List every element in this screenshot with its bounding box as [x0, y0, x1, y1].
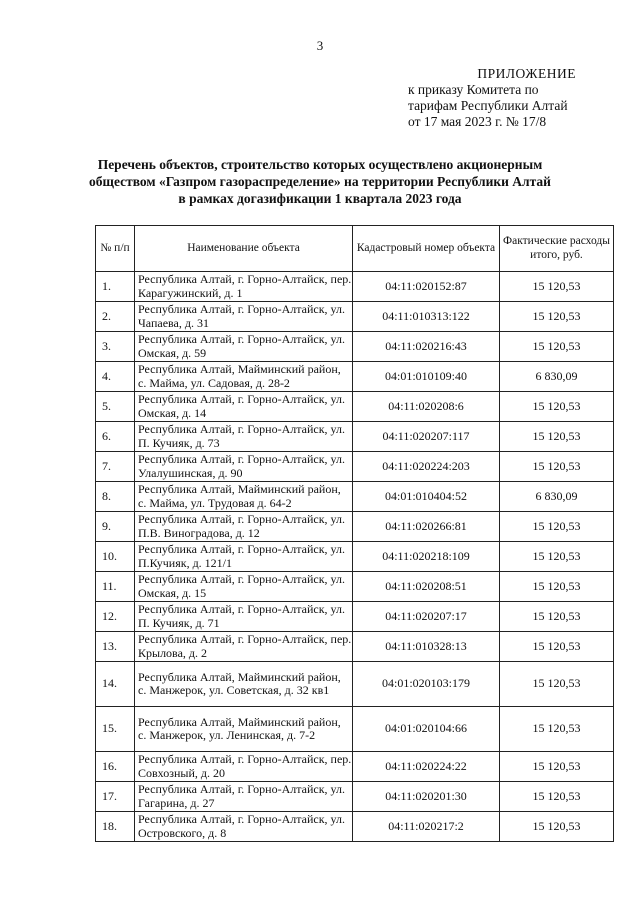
table-row	[96, 422, 614, 452]
object-name: Республика Алтай, г. Горно-Алтайск, ул. Гагарина, д. 27	[135, 782, 353, 812]
actual-cost: 15 120,53	[500, 602, 614, 632]
cadastral-number: 04:01:010109:40	[353, 362, 500, 392]
row-number: 18.	[96, 812, 135, 842]
cadastral-number: 04:11:020201:30	[353, 782, 500, 812]
table-row	[96, 452, 614, 482]
object-name: Республика Алтай, г. Горно-Алтайск, ул. П.Кучияк, д. 121/1	[135, 542, 353, 572]
table-body	[96, 272, 614, 842]
cadastral-number: 04:01:020104:66	[353, 707, 500, 752]
object-name: Республика Алтай, г. Горно-Алтайск, ул. Омская, д. 14	[135, 392, 353, 422]
document-title	[60, 156, 580, 207]
row-number: 9.	[96, 512, 135, 542]
title-line-1: Перечень объектов, строительство которых осуществлено акционерным	[97, 157, 543, 172]
actual-cost: 15 120,53	[500, 662, 614, 707]
row-number: 7.	[96, 452, 135, 482]
appendix-line-3: от 17 мая 2023 г. № 17/8	[408, 114, 547, 129]
title-line-2: обществом «Газпром газораспределение» на территории Республики Алтай	[89, 174, 551, 189]
cadastral-number: 04:11:020208:6	[353, 392, 500, 422]
table-header-row	[96, 226, 614, 272]
row-number: 1.	[96, 272, 135, 302]
cadastral-number: 04:01:020103:179	[353, 662, 500, 707]
row-number: 8.	[96, 482, 135, 512]
table-row	[96, 632, 614, 662]
row-number: 3.	[96, 332, 135, 362]
object-name: Республика Алтай, Майминский район, с. Майма, ул. Трудовая д. 64-2	[135, 482, 353, 512]
object-name: Республика Алтай, г. Горно-Алтайск, ул. П. Кучияк, д. 73	[135, 422, 353, 452]
cadastral-number: 04:11:020152:87	[353, 272, 500, 302]
row-number: 15.	[96, 707, 135, 752]
table-row	[96, 752, 614, 782]
object-name: Республика Алтай, г. Горно-Алтайск, ул. Чапаева, д. 31	[135, 302, 353, 332]
actual-cost: 15 120,53	[500, 812, 614, 842]
object-name: Республика Алтай, г. Горно-Алтайск, пер. Карагужинский, д. 1	[135, 272, 353, 302]
table-row	[96, 572, 614, 602]
object-name: Республика Алтай, г. Горно-Алтайск, ул. П. Кучияк, д. 71	[135, 602, 353, 632]
table-row	[96, 707, 614, 752]
table-row	[96, 362, 614, 392]
actual-cost: 15 120,53	[500, 302, 614, 332]
appendix-line-2: тарифам Республики Алтай	[408, 98, 568, 113]
title-line-3: в рамках догазификации 1 квартала 2023 года	[178, 191, 462, 206]
actual-cost: 15 120,53	[500, 542, 614, 572]
row-number: 2.	[96, 302, 135, 332]
cadastral-number: 04:11:020217:2	[353, 812, 500, 842]
table-row	[96, 332, 614, 362]
actual-cost: 15 120,53	[500, 707, 614, 752]
object-name: Республика Алтай, г. Горно-Алтайск, ул. Улалушинская, д. 90	[135, 452, 353, 482]
object-name: Республика Алтай, г. Горно-Алтайск, пер. Крылова, д. 2	[135, 632, 353, 662]
cadastral-number: 04:11:020224:22	[353, 752, 500, 782]
cadastral-number: 04:11:020207:17	[353, 602, 500, 632]
object-name: Республика Алтай, г. Горно-Алтайск, ул. Омская, д. 59	[135, 332, 353, 362]
header-cost: Фактические расходы итого, руб.	[500, 226, 614, 272]
cadastral-number: 04:11:010313:122	[353, 302, 500, 332]
object-name: Республика Алтай, г. Горно-Алтайск, ул. П.В. Виноградова, д. 12	[135, 512, 353, 542]
row-number: 12.	[96, 602, 135, 632]
actual-cost: 15 120,53	[500, 332, 614, 362]
actual-cost: 6 830,09	[500, 362, 614, 392]
cadastral-number: 04:11:020207:117	[353, 422, 500, 452]
table-row	[96, 542, 614, 572]
table-row	[96, 392, 614, 422]
actual-cost: 15 120,53	[500, 392, 614, 422]
actual-cost: 15 120,53	[500, 272, 614, 302]
actual-cost: 15 120,53	[500, 782, 614, 812]
table-row	[96, 782, 614, 812]
cadastral-number: 04:11:010328:13	[353, 632, 500, 662]
actual-cost: 15 120,53	[500, 632, 614, 662]
actual-cost: 15 120,53	[500, 452, 614, 482]
object-name: Республика Алтай, Майминский район, с. Манжерок, ул. Советская, д. 32 кв1	[135, 662, 353, 707]
page-number: 3	[316, 38, 324, 53]
table-row	[96, 302, 614, 332]
actual-cost: 6 830,09	[500, 482, 614, 512]
row-number: 16.	[96, 752, 135, 782]
object-name: Республика Алтай, Майминский район, с. Майма, ул. Садовая, д. 28-2	[135, 362, 353, 392]
table-row	[96, 602, 614, 632]
actual-cost: 15 120,53	[500, 752, 614, 782]
header-cadastral: Кадастровый номер объекта	[353, 226, 500, 272]
appendix-block	[408, 66, 576, 130]
cadastral-number: 04:11:020218:109	[353, 542, 500, 572]
cadastral-number: 04:11:020208:51	[353, 572, 500, 602]
actual-cost: 15 120,53	[500, 422, 614, 452]
object-name: Республика Алтай, г. Горно-Алтайск, ул. Островского, д. 8	[135, 812, 353, 842]
row-number: 17.	[96, 782, 135, 812]
table-row	[96, 272, 614, 302]
actual-cost: 15 120,53	[500, 572, 614, 602]
cadastral-number: 04:11:020266:81	[353, 512, 500, 542]
row-number: 4.	[96, 362, 135, 392]
row-number: 14.	[96, 662, 135, 707]
row-number: 10.	[96, 542, 135, 572]
actual-cost: 15 120,53	[500, 512, 614, 542]
appendix-title: ПРИЛОЖЕНИЕ	[477, 66, 576, 81]
table-row	[96, 512, 614, 542]
object-name: Республика Алтай, г. Горно-Алтайск, ул. Омская, д. 15	[135, 572, 353, 602]
object-name: Республика Алтай, г. Горно-Алтайск, пер. Совхозный, д. 20	[135, 752, 353, 782]
cadastral-number: 04:11:020216:43	[353, 332, 500, 362]
row-number: 6.	[96, 422, 135, 452]
header-num: № п/п	[96, 226, 135, 272]
object-name: Республика Алтай, Майминский район, с. Манжерок, ул. Ленинская, д. 7-2	[135, 707, 353, 752]
row-number: 5.	[96, 392, 135, 422]
cadastral-number: 04:11:020224:203	[353, 452, 500, 482]
cadastral-number: 04:01:010404:52	[353, 482, 500, 512]
table-row	[96, 662, 614, 707]
row-number: 13.	[96, 632, 135, 662]
appendix-line-1: к приказу Комитета по	[408, 82, 539, 97]
header-name: Наименование объекта	[135, 226, 353, 272]
table-row	[96, 812, 614, 842]
row-number: 11.	[96, 572, 135, 602]
objects-table	[95, 225, 614, 842]
table-row	[96, 482, 614, 512]
